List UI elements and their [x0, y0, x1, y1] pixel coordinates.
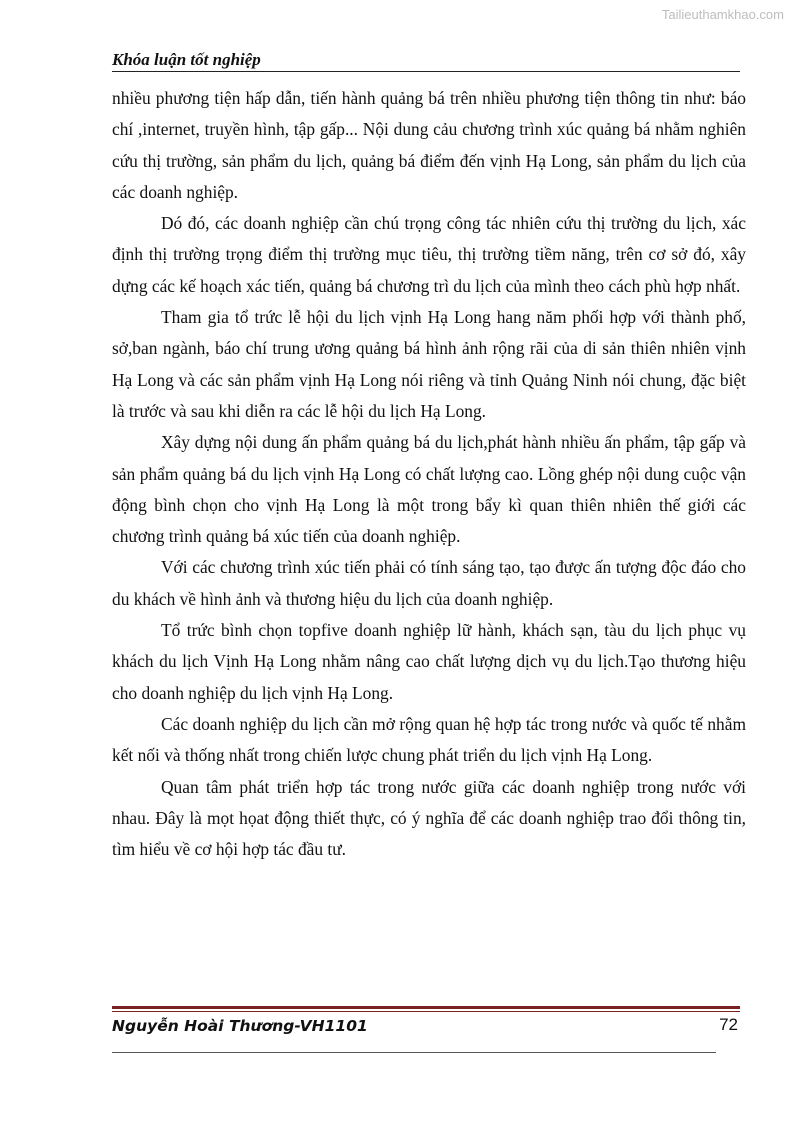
footer-author: Nguyễn Hoài Thương-VH1101	[112, 1017, 368, 1035]
header-divider	[112, 71, 740, 72]
paragraph: Xây dựng nội dung ấn phẩm quảng bá du lịch,phát hành nhiều ấn phẩm, tập gấp và sản phẩm quảng bá du lịch vịnh Hạ Long có chất lượng cao. Lồng ghép nội dung cuộc vận động bình chọn cho vịnh Hạ Long là một trong bẩy kì quan thiên nhiên thế giới các chương trình quảng bá xúc tiến của doanh nghiệp.	[112, 432, 746, 547]
paragraph: Tổ trức bình chọn topfive doanh nghiệp lữ hành, khách sạn, tàu du lịch phục vụ khách du lịch Vịnh Hạ Long nhằm nâng cao chất lượng dịch vụ du lịch.Tạo thương hiệu cho doanh nghiệp du lịch vịnh Hạ Long.	[112, 620, 746, 703]
page-number: 72	[719, 1015, 738, 1034]
paragraph: Các doanh nghiệp du lịch cần mở rộng quan hệ hợp tác trong nước và quốc tế nhằm kết nối và thống nhất trong chiến lược chung phát triển du lịch vịnh Hạ Long.	[112, 713, 746, 766]
paragraph: Tham gia tổ trức lễ hội du lịch vịnh Hạ Long hang năm phối hợp với thành phố, sở,ban ngành, báo chí trung ương quảng bá hình ảnh rộng rãi của di sản thiên nhiên vịnh Hạ Long và các sản phẩm vịnh Hạ Long nói riêng và tỉnh Quảng Ninh nói chung, đặc biệt là trước và sau khi diễn ra các lễ hội du lịch Hạ Long.	[112, 307, 746, 421]
footer-divider-thin	[112, 1011, 740, 1012]
footer-bottom-divider	[112, 1052, 716, 1053]
paragraph: Dó đó, các doanh nghiệp cần chú trọng công tác nhiên cứu thị trường du lịch, xác định thị trường trọng điểm thị trường mục tiêu, thị trường tiềm năng, trên cơ sở đó, xây dựng các kế hoạch xác tiến, quảng bá chương trì du lịch của mình theo cách phù hợp nhất.	[112, 213, 746, 296]
document-body	[112, 83, 746, 865]
paragraph: Với các chương trình xúc tiến phải có tính sáng tạo, tạo được ấn tượng độc đáo cho du khách về hình ảnh và thương hiệu du lịch của doanh nghiệp.	[112, 557, 746, 609]
paragraph: nhiều phương tiện hấp dẫn, tiến hành quảng bá trên nhiều phương tiện thông tin như: báo chí ,internet, truyền hình, tập gấp... Nội dung cảu chương trình xúc quảng bá nhằm nghiên cứu thị trường, sản phẩm du lịch, quảng bá điểm đến vịnh Hạ Long, sản phẩm du lịch của các doanh nghiệp.	[112, 88, 746, 202]
watermark-text: Tailieuthamkhao.com	[661, 7, 784, 22]
footer-divider-thick	[112, 1006, 740, 1009]
paragraph: Quan tâm phát triển hợp tác trong nước giữa các doanh nghiệp trong nước với nhau. Đây là mọt họat động thiết thực, có ý nghĩa để các doanh nghiệp trao đổi thông tin, tìm hiểu về cơ hội hợp tác đầu tư.	[112, 776, 746, 860]
header-title: Khóa luận tốt nghiệp	[112, 50, 261, 69]
